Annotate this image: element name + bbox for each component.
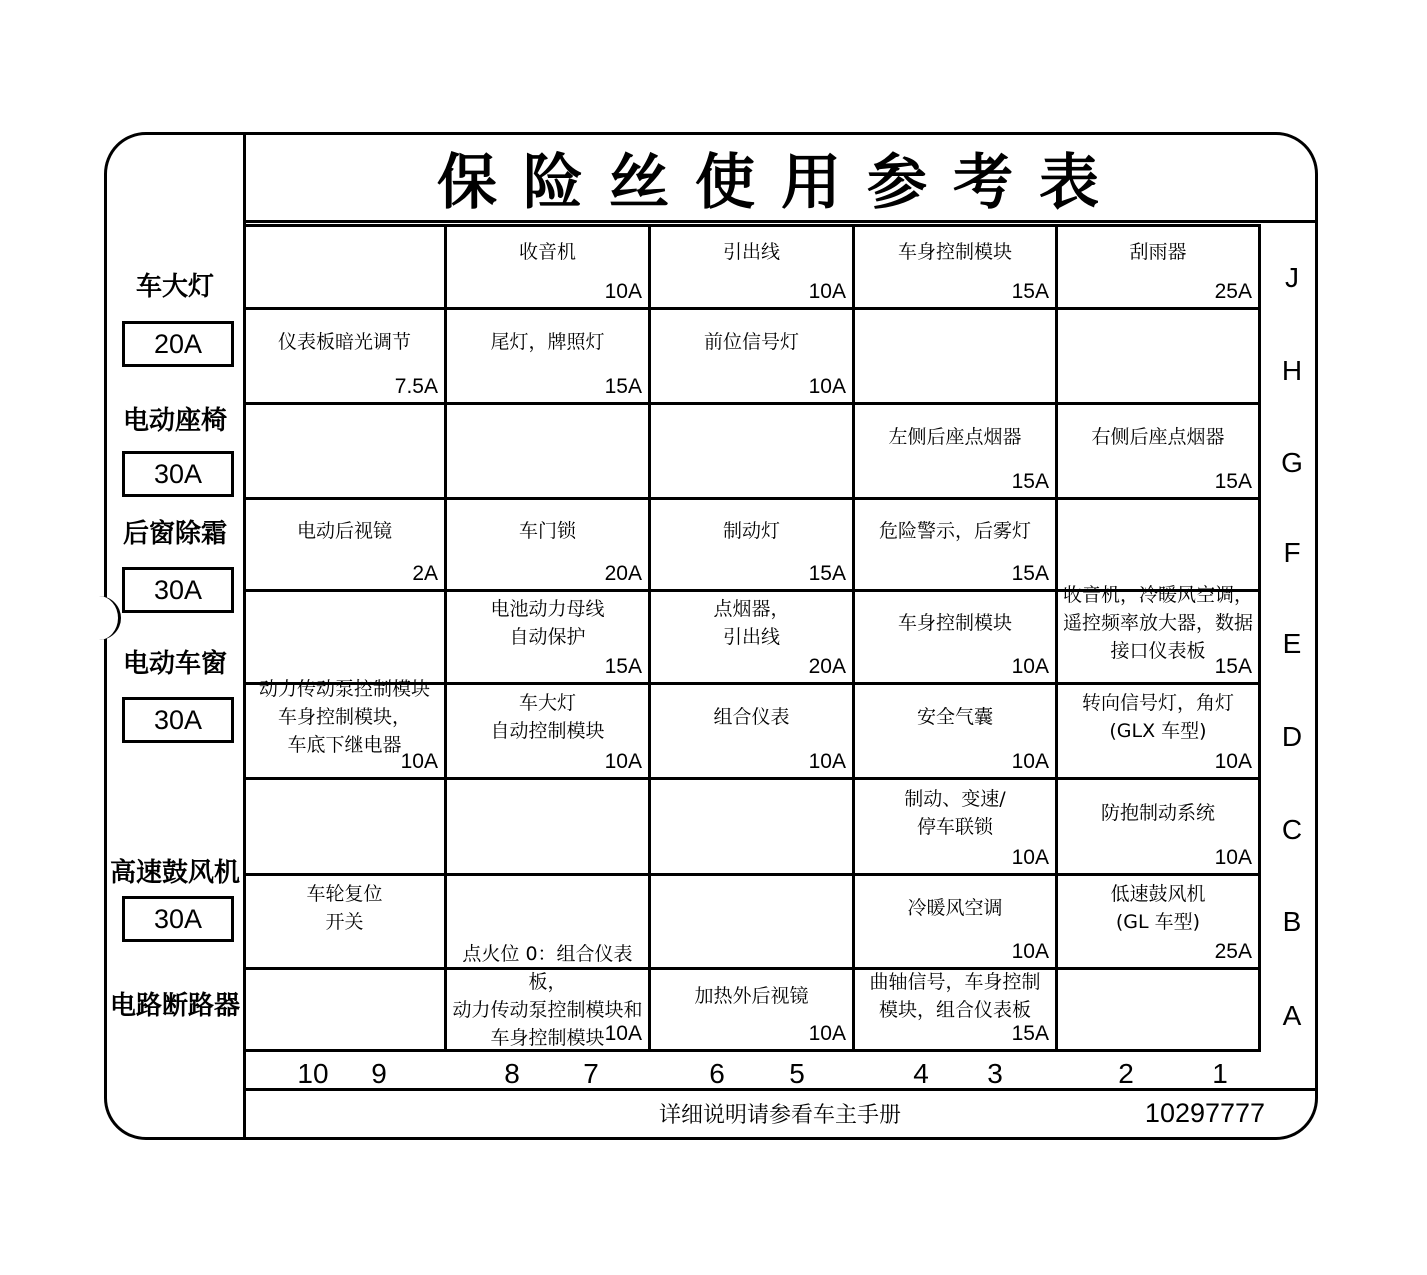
fuse-cell-rating: 15A	[808, 562, 846, 585]
fuse-cell-label: 危险警示，后雾灯	[878, 519, 1031, 542]
fuse-cell-label: 收音机，冷暖风空调， 遥控频率放大器，数据 接口仪表板	[1062, 584, 1253, 662]
row-letter: E	[1282, 628, 1302, 659]
fuse-cell-label	[655, 876, 848, 939]
fuse-cell-label: 低速鼓风机 (GL 车型)	[1110, 882, 1206, 933]
fuse-cell-rating: 10A	[1214, 846, 1252, 869]
fuse-cell-rating: 10A	[1011, 655, 1049, 678]
fuse-cell-rating: 10A	[604, 1022, 642, 1045]
row-letter: A	[1282, 1000, 1302, 1031]
fuse-cell	[447, 224, 651, 310]
fuse-cell	[1058, 584, 1261, 685]
left-rating-headlamp: 20A	[122, 321, 234, 367]
fuse-cell	[1058, 405, 1261, 500]
grid-top-border	[245, 224, 1261, 227]
fuse-cell-rating: 10A	[1011, 750, 1049, 773]
fuse-cell	[245, 592, 447, 685]
fuse-cell-rating: 10A	[1214, 750, 1252, 773]
fuse-cell	[447, 405, 651, 500]
fuse-cell	[855, 685, 1058, 780]
fuse-cell	[855, 592, 1058, 685]
column-number: 9	[371, 1058, 387, 1089]
fuse-cell-label: 点火位 0：组合仪表板， 动力传动泵控制模块和 车身控制模块	[452, 942, 643, 1049]
fuse-cell-rating: 15A	[1214, 470, 1252, 493]
fuse-cell-label: 冷暖风空调	[907, 896, 1003, 919]
fuse-cell-label: 转向信号灯，角灯 (GLX 车型)	[1081, 692, 1234, 742]
fuse-cell	[245, 500, 447, 592]
column-number: 1	[1212, 1058, 1228, 1089]
fuse-cell	[1058, 780, 1261, 876]
left-label-headlamp: 车大灯	[135, 272, 214, 302]
row-letter: B	[1282, 906, 1302, 937]
fuse-cell-label	[1062, 970, 1254, 1021]
fuse-cell-label	[249, 970, 440, 1021]
part-number: 10297777	[1144, 1098, 1266, 1128]
fuse-cell-label: 动力传动泵控制模块 车身控制模块， 车底下继电器	[258, 678, 430, 756]
left-label-rear-defrost: 后窗除霜	[122, 519, 227, 549]
fuse-cell-label: 车身控制模块	[897, 240, 1012, 263]
fuse-cell	[855, 876, 1058, 970]
fuse-cell-rating: 10A	[808, 280, 846, 303]
fuse-cell-label	[249, 780, 440, 845]
fuse-cell-label: 车门锁	[518, 519, 576, 542]
fuse-cell-label	[655, 780, 848, 845]
fuse-cell	[245, 780, 447, 876]
fuse-cell	[855, 405, 1058, 500]
column-number: 7	[583, 1058, 599, 1089]
fuse-cell	[245, 224, 447, 310]
fuse-cell-label: 制动灯	[722, 519, 780, 542]
fuse-cell	[245, 876, 447, 970]
fuse-cell	[447, 500, 651, 592]
fuse-cell	[651, 876, 855, 970]
fuse-cell-label: 点烟器， 引出线	[713, 598, 790, 648]
fuse-cell-label	[859, 310, 1051, 374]
title-divider	[245, 220, 1317, 223]
fuse-cell-rating: 7.5A	[394, 375, 438, 398]
fuse-cell-label: 引出线	[722, 240, 780, 263]
fuse-cell	[245, 678, 447, 780]
left-rating-power-window: 30A	[122, 697, 234, 743]
fuse-cell-rating: 10A	[604, 750, 642, 773]
fuse-cell-label: 组合仪表	[713, 706, 790, 728]
page-title: 保险丝使用参考表	[437, 148, 1125, 218]
fuse-cell-label: 制动、变速/ 停车联锁	[904, 787, 1006, 838]
fuse-cell	[651, 500, 855, 592]
fuse-cell-label: 右侧后座点烟器	[1091, 426, 1225, 448]
left-rating-high-speed-blower: 30A	[122, 896, 234, 942]
fuse-cell-label: 左侧后座点烟器	[888, 426, 1022, 448]
fuse-cell	[855, 780, 1058, 876]
fuse-cell	[855, 224, 1058, 310]
fuse-cell-rating: 15A	[1011, 1022, 1049, 1045]
fuse-cell-label: 车轮复位 开关	[306, 882, 383, 933]
fuse-cell-label	[1062, 310, 1254, 374]
fuse-cell	[1058, 970, 1261, 1052]
fuse-cell	[447, 592, 651, 685]
fuse-cell	[447, 310, 651, 405]
fuse-cell-rating: 10A	[808, 1022, 846, 1045]
fuse-cell-label: 加热外后视镜	[694, 984, 809, 1007]
fuse-cell-label: 曲轴信号，车身控制 模块，组合仪表板	[869, 970, 1041, 1021]
fuse-cell	[1058, 224, 1261, 310]
fuse-cell-label	[249, 592, 440, 654]
row-letter: J	[1285, 262, 1299, 293]
fuse-cell	[855, 970, 1058, 1052]
fuse-cell-rating: 10A	[808, 750, 846, 773]
fuse-cell	[1058, 685, 1261, 780]
fuse-cell	[651, 592, 855, 685]
fuse-cell	[651, 780, 855, 876]
fuse-cell-rating: 15A	[1011, 562, 1049, 585]
fuse-cell-rating: 10A	[1011, 940, 1049, 963]
fuse-cell-rating: 20A	[808, 655, 846, 678]
fuse-cell	[1058, 876, 1261, 970]
left-rating-rear-defrost: 30A	[122, 567, 234, 613]
row-letter: F	[1283, 537, 1301, 568]
fuse-cell-label: 安全气囊	[916, 706, 993, 728]
column-number: 8	[504, 1058, 520, 1089]
fuse-cell	[651, 685, 855, 780]
fuse-cell-label	[249, 224, 440, 279]
fuse-cell-rating: 10A	[400, 750, 438, 773]
left-label-power-seat: 电动座椅	[122, 406, 227, 436]
fuse-cell-rating: 25A	[1214, 280, 1252, 303]
column-number: 10	[297, 1058, 329, 1089]
fuse-cell	[855, 500, 1058, 592]
fuse-cell-rating: 2A	[412, 562, 438, 585]
column-number: 4	[913, 1058, 929, 1089]
fuse-cell-label: 刮雨器	[1129, 240, 1187, 263]
column-number: 6	[709, 1058, 725, 1089]
fuse-cell-label: 前位信号灯	[703, 331, 799, 353]
fuse-cell-rating: 10A	[1011, 846, 1049, 869]
fuse-cell-rating: 15A	[1214, 655, 1252, 678]
fuse-cell	[651, 310, 855, 405]
fuse-cell	[1058, 500, 1261, 592]
fuse-cell-label: 车大灯 自动控制模块	[490, 692, 605, 742]
fuse-cell-label	[655, 405, 848, 469]
fuse-cell-label: 电池动力母线 自动保护	[490, 598, 605, 648]
fuse-cell	[245, 405, 447, 500]
column-number: 3	[987, 1058, 1003, 1089]
column-number: 2	[1118, 1058, 1134, 1089]
fuse-cell	[855, 310, 1058, 405]
column-number: 5	[789, 1058, 805, 1089]
fuse-cell	[447, 685, 651, 780]
fuse-cell-label: 收音机	[518, 240, 576, 263]
fuse-cell-label	[451, 405, 644, 469]
fuse-cell-rating: 20A	[604, 562, 642, 585]
row-letter: G	[1281, 447, 1303, 478]
fuse-cell-label: 电动后视镜	[296, 519, 392, 542]
fuse-cell-rating: 15A	[1011, 280, 1049, 303]
row-letter: H	[1281, 355, 1303, 386]
fuse-cell	[447, 780, 651, 876]
fuse-cell	[245, 310, 447, 405]
fuse-cell	[651, 224, 855, 310]
fuse-cell	[245, 970, 447, 1052]
row-letter: C	[1281, 814, 1303, 845]
fuse-cell-label	[451, 780, 644, 845]
fuse-cell-rating: 15A	[1011, 470, 1049, 493]
fuse-cell-label	[249, 405, 440, 469]
fuse-cell-rating: 15A	[604, 655, 642, 678]
fuse-cell	[447, 942, 651, 1052]
fuse-cell	[1058, 310, 1261, 405]
footer-note: 详细说明请参看车主手册	[658, 1103, 901, 1128]
fuse-cell-label	[451, 876, 644, 939]
fuse-cell-label: 尾灯，牌照灯	[490, 331, 605, 353]
fuse-cell-label: 防抱制动系统	[1100, 801, 1215, 824]
fuse-cell-rating: 10A	[604, 280, 642, 303]
fuse-cell-label: 仪表板暗光调节	[277, 331, 411, 353]
fuse-cell-label	[1062, 500, 1254, 561]
row-letter: D	[1281, 721, 1303, 752]
fuse-cell-label: 车身控制模块	[897, 612, 1012, 634]
fuse-cell-rating: 25A	[1214, 940, 1252, 963]
left-rating-power-seat: 30A	[122, 451, 234, 497]
fuse-cell-rating: 10A	[808, 375, 846, 398]
fuse-cell-rating: 15A	[604, 375, 642, 398]
fuse-cell	[651, 405, 855, 500]
fuse-cell	[651, 970, 855, 1052]
left-label-high-speed-blower: 高速鼓风机	[109, 858, 240, 888]
left-label-circuit-breaker: 电路断路器	[109, 991, 240, 1021]
left-label-power-window: 电动车窗	[122, 649, 227, 679]
